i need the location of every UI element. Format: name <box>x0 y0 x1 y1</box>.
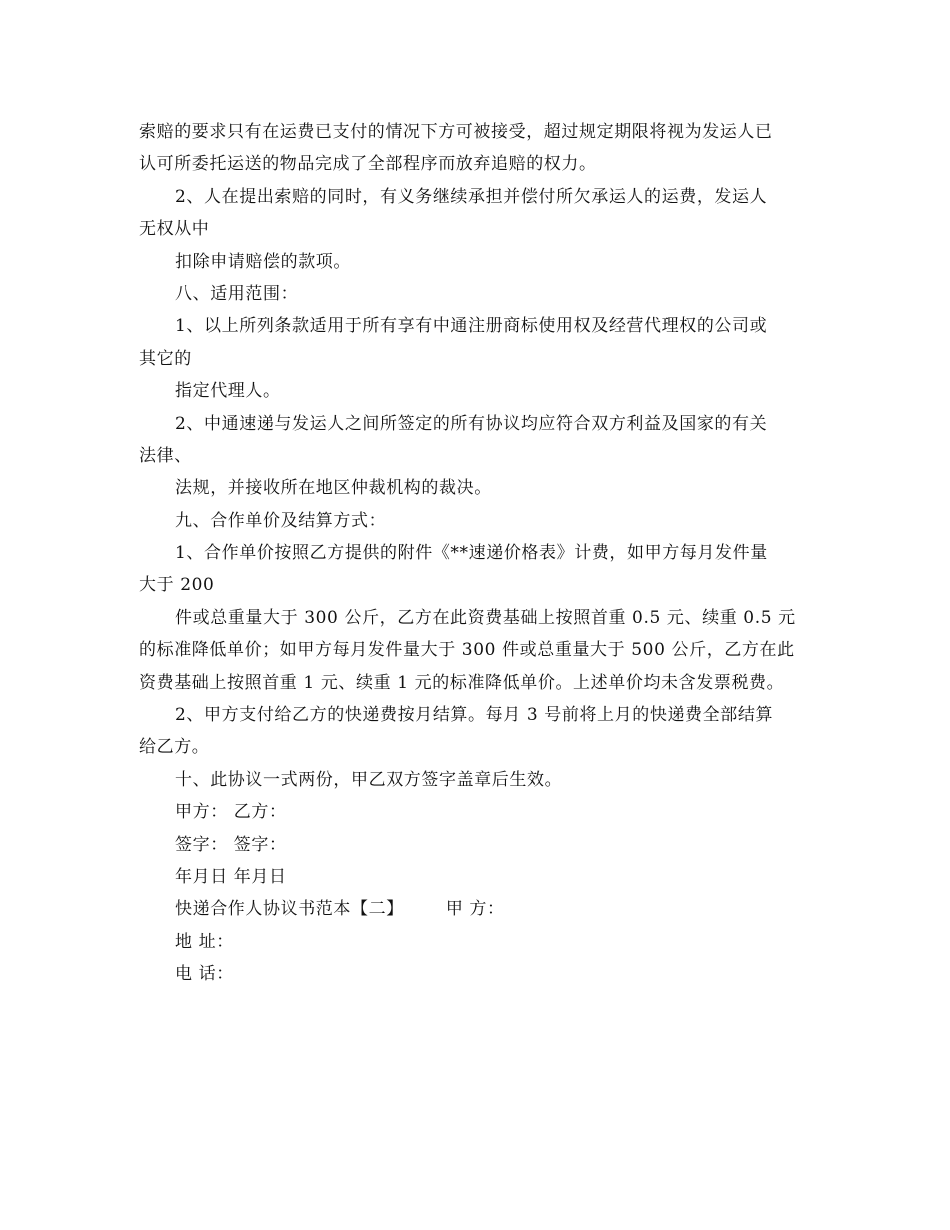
paragraph-line: 2、中通速递与发运人之间所签定的所有协议均应符合双方利益及国家的有关 <box>175 413 768 434</box>
paragraph-line: 大于 200 <box>139 575 215 596</box>
paragraph-line: 指定代理人。 <box>175 381 281 402</box>
paragraph-line: 2、甲方支付给乙方的快递费按月结算。每月 3 号前将上月的快递费全部结算 <box>175 705 774 726</box>
paragraph-line: 资费基础上按照首重 1 元、续重 1 元的标准降低单价。上述单价均未含发票税费。 <box>139 672 785 693</box>
document-body <box>139 116 811 991</box>
paragraph-line: 给乙方。 <box>139 737 210 758</box>
address-field-label: 地 址： <box>175 931 234 952</box>
section-heading: 十、此协议一式两份，甲乙双方签字盖章后生效。 <box>175 769 563 790</box>
paragraph-line: 1、以上所列条款适用于所有享有中通注册商标使用权及经营代理权的公司或 <box>175 316 768 337</box>
paragraph-line: 件或总重量大于 300 公斤，乙方在此资费基础上按照首重 0.5 元、续重 0.5 元 <box>175 607 796 628</box>
paragraph-line: 2、人在提出索赔的同时，有义务继续承担并偿付所欠承运人的运费，发运人 <box>175 186 768 207</box>
signature-line: 签字： 签字： <box>175 834 287 855</box>
paragraph-line: 1、合作单价按照乙方提供的附件《**速递价格表》计费，如甲方每月发件量 <box>175 543 768 564</box>
paragraph-line: 的标准降低单价；如甲方每月发件量大于 300 件或总重量大于 500 公斤，乙方在此 <box>139 640 795 661</box>
signature-date: 年月日 年月日 <box>175 866 287 887</box>
paragraph-line: 法规，并接收所在地区仲裁机构的裁决。 <box>175 478 492 499</box>
paragraph-line: 扣除申请赔偿的款项。 <box>175 251 351 272</box>
paragraph-line: 法律、 <box>139 445 192 466</box>
section-heading: 八、适用范围： <box>175 283 299 304</box>
paragraph-line: 无权从中 <box>139 219 210 240</box>
section-heading: 九、合作单价及结算方式： <box>175 510 387 531</box>
signature-parties: 甲方： 乙方： <box>175 802 287 823</box>
paragraph-line: 认可所委托运送的物品完成了全部程序而放弃追赔的权力。 <box>139 154 597 175</box>
phone-field-label: 电 话： <box>175 964 234 985</box>
paragraph-line: 其它的 <box>139 348 192 369</box>
contract-heading-line <box>139 893 811 925</box>
contract-title: 快递合作人协议书范本【二】 <box>175 899 404 920</box>
party-a-label: 甲 方： <box>445 899 505 920</box>
paragraph-line: 索赔的要求只有在运费已支付的情况下方可被接受，超过规定期限将视为发运人已 <box>139 122 773 142</box>
